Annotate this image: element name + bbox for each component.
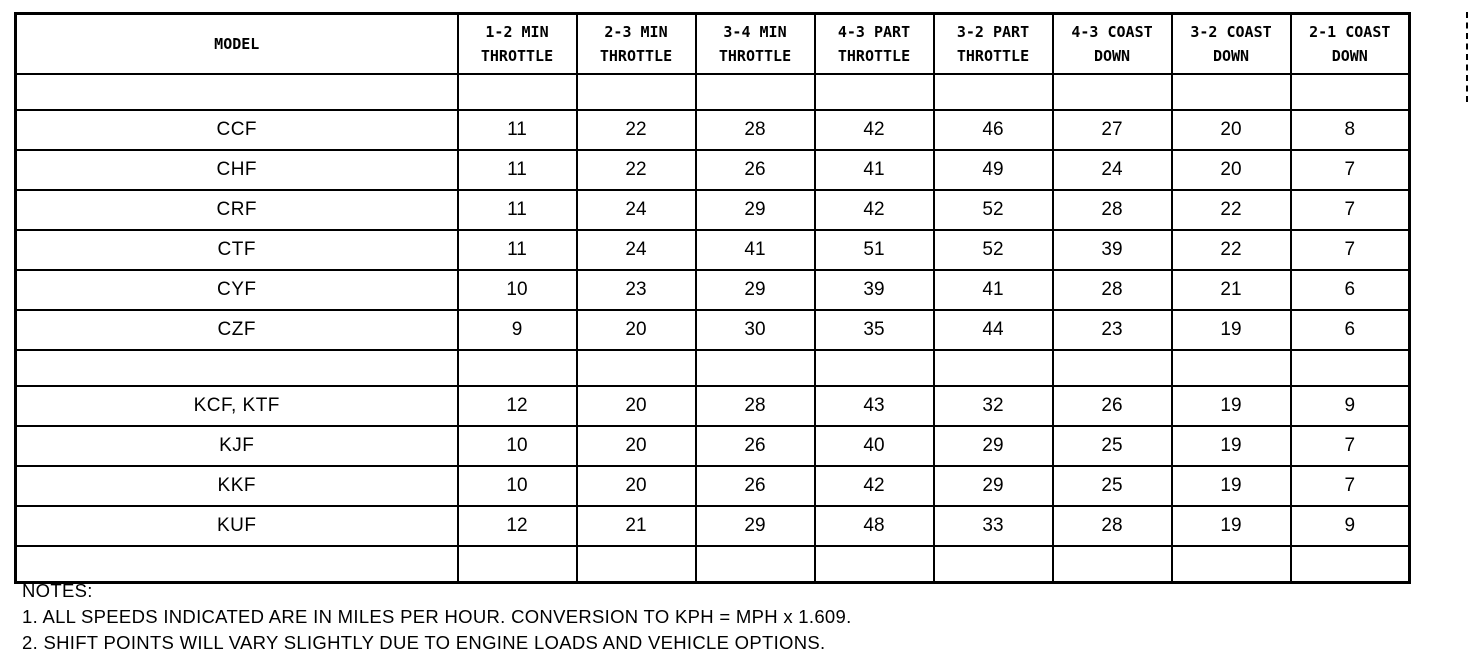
speed-cell: 52 [934, 230, 1053, 270]
speed-cell: 25 [1053, 426, 1172, 466]
speed-cell: 29 [696, 190, 815, 230]
speed-cell: 12 [458, 386, 577, 426]
speed-cell [696, 74, 815, 110]
speed-cell: 29 [696, 270, 815, 310]
header-2-1-coast-down: 2-1 COAST DOWN [1291, 14, 1410, 75]
speed-cell: 7 [1291, 466, 1410, 506]
speed-cell: 28 [1053, 190, 1172, 230]
speed-cell: 21 [1172, 270, 1291, 310]
speed-cell: 29 [696, 506, 815, 546]
speed-cell [1172, 546, 1291, 583]
speed-cell: 22 [1172, 190, 1291, 230]
table-row [16, 150, 1410, 190]
table-header-row [16, 14, 1410, 75]
table-row [16, 230, 1410, 270]
table-row [16, 190, 1410, 230]
speed-cell: 28 [696, 386, 815, 426]
shift-speed-table [14, 12, 1411, 584]
speed-cell: 41 [934, 270, 1053, 310]
table-row [16, 110, 1410, 150]
speed-cell [1291, 74, 1410, 110]
model-cell: KKF [16, 466, 458, 506]
speed-cell: 22 [577, 110, 696, 150]
speed-cell: 28 [696, 110, 815, 150]
speed-cell: 6 [1291, 310, 1410, 350]
header-3-2-part-throttle: 3-2 PART THROTTLE [934, 14, 1053, 75]
speed-cell: 10 [458, 466, 577, 506]
speed-cell: 20 [577, 310, 696, 350]
speed-cell: 11 [458, 230, 577, 270]
header-1-2-min-throttle: 1-2 MIN THROTTLE [458, 14, 577, 75]
model-cell: KCF, KTF [16, 386, 458, 426]
speed-cell: 33 [934, 506, 1053, 546]
speed-cell: 28 [1053, 270, 1172, 310]
speed-cell: 22 [577, 150, 696, 190]
speed-cell: 24 [577, 230, 696, 270]
model-cell: CYF [16, 270, 458, 310]
model-cell: KUF [16, 506, 458, 546]
speed-cell: 19 [1172, 386, 1291, 426]
speed-cell: 43 [815, 386, 934, 426]
speed-cell: 39 [1053, 230, 1172, 270]
speed-cell: 11 [458, 150, 577, 190]
speed-cell: 29 [934, 426, 1053, 466]
speed-cell: 20 [577, 466, 696, 506]
speed-cell: 7 [1291, 230, 1410, 270]
speed-cell [1172, 350, 1291, 386]
note-item: 2. SHIFT POINTS WILL VARY SLIGHTLY DUE TO ENGINE LOADS AND VEHICLE OPTIONS. [22, 632, 826, 653]
speed-cell: 24 [577, 190, 696, 230]
model-cell: CZF [16, 310, 458, 350]
speed-cell: 9 [1291, 506, 1410, 546]
model-cell [16, 74, 458, 110]
speed-cell: 29 [934, 466, 1053, 506]
speed-cell: 21 [577, 506, 696, 546]
speed-cell: 32 [934, 386, 1053, 426]
speed-cell [934, 350, 1053, 386]
speed-cell [1053, 74, 1172, 110]
speed-cell: 41 [815, 150, 934, 190]
speed-cell: 26 [696, 466, 815, 506]
speed-cell: 9 [458, 310, 577, 350]
speed-cell: 46 [934, 110, 1053, 150]
speed-cell: 24 [1053, 150, 1172, 190]
speed-cell: 20 [1172, 110, 1291, 150]
table-row [16, 506, 1410, 546]
header-2-3-min-throttle: 2-3 MIN THROTTLE [577, 14, 696, 75]
note-item: 1. ALL SPEEDS INDICATED ARE IN MILES PER HOUR. CONVERSION TO KPH = MPH x 1.609. [22, 606, 852, 627]
speed-cell: 7 [1291, 190, 1410, 230]
speed-cell: 19 [1172, 506, 1291, 546]
speed-cell: 42 [815, 110, 934, 150]
speed-cell: 19 [1172, 466, 1291, 506]
speed-cell [458, 350, 577, 386]
speed-cell [1053, 546, 1172, 583]
speed-cell: 48 [815, 506, 934, 546]
table-row [16, 270, 1410, 310]
header-model: MODEL [16, 14, 458, 75]
speed-cell [696, 350, 815, 386]
speed-cell: 25 [1053, 466, 1172, 506]
page-edge-marker [1466, 12, 1468, 102]
table-row [16, 310, 1410, 350]
speed-cell [1291, 546, 1410, 583]
speed-cell: 51 [815, 230, 934, 270]
speed-cell [934, 546, 1053, 583]
speed-cell: 11 [458, 190, 577, 230]
table-body [16, 74, 1410, 583]
speed-cell: 7 [1291, 426, 1410, 466]
speed-cell: 20 [1172, 150, 1291, 190]
speed-cell: 35 [815, 310, 934, 350]
model-cell: CHF [16, 150, 458, 190]
model-cell: CTF [16, 230, 458, 270]
model-cell: CRF [16, 190, 458, 230]
speed-cell: 9 [1291, 386, 1410, 426]
speed-cell: 11 [458, 110, 577, 150]
speed-cell [577, 74, 696, 110]
speed-cell: 39 [815, 270, 934, 310]
speed-cell: 10 [458, 270, 577, 310]
header-3-2-coast-down: 3-2 COAST DOWN [1172, 14, 1291, 75]
speed-cell: 52 [934, 190, 1053, 230]
header-3-4-min-throttle: 3-4 MIN THROTTLE [696, 14, 815, 75]
model-cell: CCF [16, 110, 458, 150]
table-row [16, 466, 1410, 506]
speed-cell: 44 [934, 310, 1053, 350]
table-row [16, 74, 1410, 110]
speed-cell [458, 74, 577, 110]
speed-cell: 7 [1291, 150, 1410, 190]
speed-cell: 23 [1053, 310, 1172, 350]
speed-cell: 22 [1172, 230, 1291, 270]
speed-cell: 26 [1053, 386, 1172, 426]
speed-cell: 28 [1053, 506, 1172, 546]
speed-cell: 26 [696, 426, 815, 466]
speed-cell: 6 [1291, 270, 1410, 310]
table-row [16, 426, 1410, 466]
notes-section [22, 578, 852, 656]
speed-cell: 12 [458, 506, 577, 546]
speed-cell [577, 350, 696, 386]
speed-cell: 20 [577, 386, 696, 426]
model-cell: KJF [16, 426, 458, 466]
notes-title: NOTES: [22, 580, 93, 601]
speed-cell: 42 [815, 190, 934, 230]
speed-cell: 23 [577, 270, 696, 310]
speed-cell: 19 [1172, 426, 1291, 466]
speed-cell: 10 [458, 426, 577, 466]
speed-cell: 49 [934, 150, 1053, 190]
speed-cell: 19 [1172, 310, 1291, 350]
speed-cell: 8 [1291, 110, 1410, 150]
header-4-3-coast-down: 4-3 COAST DOWN [1053, 14, 1172, 75]
speed-cell: 41 [696, 230, 815, 270]
speed-cell [815, 74, 934, 110]
header-4-3-part-throttle: 4-3 PART THROTTLE [815, 14, 934, 75]
speed-cell [815, 350, 934, 386]
speed-cell: 26 [696, 150, 815, 190]
speed-cell: 20 [577, 426, 696, 466]
speed-cell [1053, 350, 1172, 386]
speed-cell: 30 [696, 310, 815, 350]
speed-cell: 42 [815, 466, 934, 506]
table-row [16, 386, 1410, 426]
speed-cell: 27 [1053, 110, 1172, 150]
speed-cell: 40 [815, 426, 934, 466]
speed-cell [1172, 74, 1291, 110]
speed-cell [934, 74, 1053, 110]
model-cell [16, 350, 458, 386]
speed-cell [1291, 350, 1410, 386]
table-row [16, 350, 1410, 386]
